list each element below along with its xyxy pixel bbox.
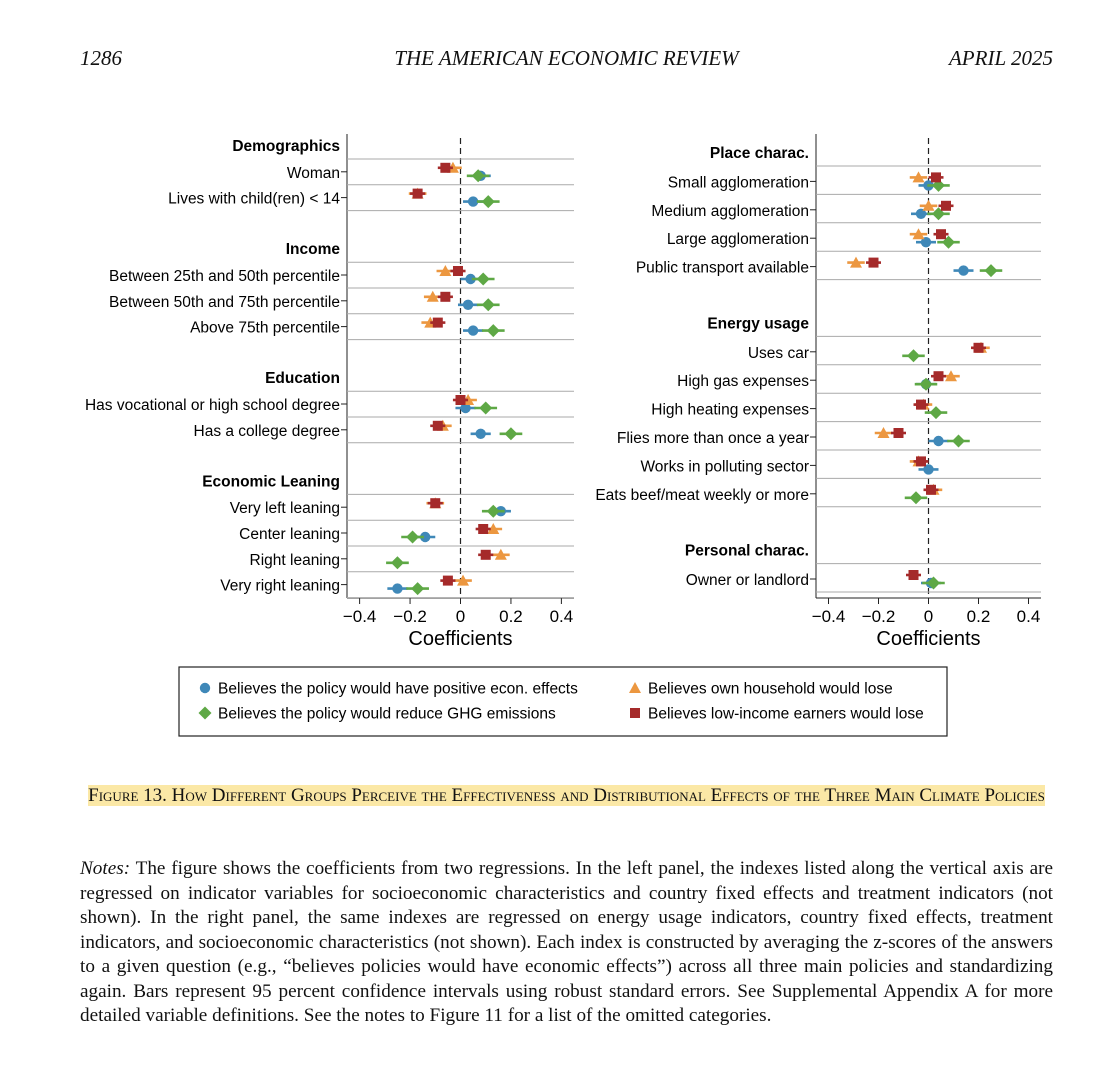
panel1-row-label: Eats beef/meat weekly or more — [595, 486, 809, 504]
panel1-row-label: Small agglomeration — [667, 174, 809, 192]
panel0-row-label: Above 75th percentile — [190, 319, 340, 337]
panel0-point-ghg — [487, 505, 500, 518]
panel1-point-econ — [933, 436, 943, 446]
panel0-group-header: Demographics — [232, 138, 340, 155]
panel0-row-label: Right leaning — [249, 551, 340, 569]
panel0-x-tick-label: −0.4 — [342, 607, 377, 626]
panel0-x-tick-label: 0.4 — [549, 607, 574, 626]
panel1-group-header: Energy usage — [707, 315, 809, 333]
panel0-point-low — [443, 576, 453, 586]
panel1-row-label: Owner or landlord — [685, 572, 809, 589]
legend-box — [179, 667, 947, 736]
panel0-row-label: Between 25th and 50th percentile — [109, 268, 340, 285]
panel1-row-label: Flies more than once a year — [616, 430, 809, 447]
panel1-point-low — [869, 258, 879, 268]
panel0-point-low — [430, 498, 440, 508]
panel1-point-ghg — [907, 349, 920, 362]
panel1-group-header: Place charac. — [709, 145, 809, 162]
panel0-row-label: Has vocational or high school degree — [84, 397, 340, 414]
panel0-point-ghg — [391, 556, 404, 569]
panel0-point-ghg — [411, 582, 424, 595]
panel1-row-label: Uses car — [747, 344, 809, 362]
panel0-point-ghg — [406, 531, 419, 544]
panel1-point-low — [894, 428, 904, 438]
panel0-point-ghg — [482, 195, 495, 208]
panel1-point-low — [916, 400, 926, 410]
panel0-point-low — [440, 163, 450, 173]
panel0-point-ghg — [504, 427, 517, 440]
panel0-point-low — [478, 524, 488, 534]
panel0-point-ghg — [477, 273, 490, 286]
panel0-x-tick-label: 0 — [455, 607, 466, 626]
panel1-point-ghg — [952, 435, 965, 448]
panel1-row-label: Public transport available — [635, 259, 809, 277]
panel1-point-low — [931, 172, 941, 182]
journal-title: THE AMERICAN ECONOMIC REVIEW — [394, 46, 739, 70]
legend-marker-econ — [200, 683, 210, 693]
panel0-point-econ — [392, 583, 402, 593]
figure-13 — [0, 120, 1107, 745]
notes-lead: Notes: — [80, 858, 131, 879]
panel0-group-header: Economic Leaning — [202, 473, 340, 491]
panel1-row-label: Large agglomeration — [666, 231, 809, 249]
panel0-point-ghg — [479, 402, 492, 415]
figure-notes — [80, 857, 1053, 1029]
panel1-point-low — [916, 456, 926, 466]
panel0-row-label: Very right leaning — [220, 577, 340, 595]
panel1-point-ghg — [930, 406, 943, 419]
panel1-row-label: High heating expenses — [651, 401, 809, 419]
panel1-point-low — [909, 570, 919, 580]
issue-date: APRIL 2025 — [948, 46, 1053, 70]
notes-body: The figure shows the coefficients from two regressions. In the left panel, the indexes listed along the vertical axis are regressed on indicator variables for socioeconomic characteristics and country fixed effects and treatment indicators (not shown). In the right panel, the same indexes are regressed on energy usage indicators, country fixed effects, treatment indicators, and socioeconomic characteristics (not shown). Each index is constructed by averaging the z-scores of the answers to a given question (e.g., “believes policies would have economic effects”) across all three main policies and standardizing again. Bars represent 95 percent confidence intervals using robust standard errors. See Supplemental Appendix A for more detailed variable definitions. See the notes to Figure 11 for a list of the omitted categories. — [80, 858, 1053, 1026]
panel0-point-low — [453, 266, 463, 276]
panel0-group-header: Education — [265, 370, 340, 388]
panel0-row-label: Very left leaning — [229, 500, 340, 518]
panel1-point-ghg — [910, 491, 923, 504]
panel0-point-low — [481, 550, 491, 560]
panel0-point-ghg — [487, 324, 500, 337]
panel0-point-low — [433, 421, 443, 431]
page-header — [80, 46, 1053, 74]
panel1-point-low — [926, 485, 936, 495]
panel1-group-header: Personal charac. — [684, 542, 809, 560]
panel0-row-label: Between 50th and 75th percentile — [109, 293, 340, 311]
panel1-point-ghg — [920, 378, 933, 391]
panel0-row-label: Woman — [286, 164, 340, 182]
panel0-point-econ — [475, 429, 485, 439]
panel0-group-header: Income — [285, 241, 340, 259]
panel0-x-tick-label: −0.2 — [393, 607, 427, 626]
figure-caption — [80, 784, 1053, 808]
panel0-point-econ — [468, 196, 478, 206]
page-number: 1286 — [80, 46, 122, 70]
panel0-row-label: Has a college degree — [193, 422, 340, 440]
panel1-point-ghg — [985, 264, 998, 277]
panel1-point-econ — [958, 265, 968, 275]
panel1-x-tick-label: 0 — [923, 607, 934, 626]
panel0-point-econ — [463, 300, 473, 310]
panel1-x-tick-label: 0.4 — [1016, 607, 1041, 626]
panel1-row-label: High gas expenses — [677, 373, 809, 391]
panel0-point-low — [433, 318, 443, 328]
panel1-row-label: Medium agglomeration — [651, 202, 809, 220]
panel1-point-low — [936, 229, 946, 239]
legend-label-ghg: Believes the policy would reduce GHG emissions — [218, 705, 556, 723]
panel0-point-low — [440, 292, 450, 302]
panel0-point-econ — [468, 325, 478, 335]
panel0-row-label: Center leaning — [239, 526, 340, 543]
panel1-point-low — [974, 343, 984, 353]
panel0-point-ghg — [482, 298, 495, 311]
panel1-x-tick-label: 0.2 — [966, 607, 991, 626]
caption-text: Figure 13. How Different Groups Perceive the Effectiveness and Distributional Effects of the Three Main Climate Policies — [88, 785, 1045, 806]
panel1-point-low — [934, 371, 944, 381]
legend-marker-low — [630, 708, 640, 718]
panel0-point-low — [456, 395, 466, 405]
legend-label-own: Believes own household would lose — [648, 680, 893, 698]
panel0-x-axis-title: Coefficients — [408, 628, 513, 650]
panel1-x-tick-label: −0.2 — [861, 607, 896, 626]
panel1-point-low — [941, 201, 951, 211]
panel1-row-label: Works in polluting sector — [640, 458, 809, 476]
panel0-point-low — [413, 189, 423, 199]
legend-label-low: Believes low-income earners would lose — [648, 705, 924, 723]
panel0-x-tick-label: 0.2 — [499, 607, 523, 626]
panel0-row-label: Lives with child(ren) < 14 — [168, 190, 340, 208]
panel1-x-axis-title: Coefficients — [876, 628, 981, 650]
panel1-x-tick-label: −0.4 — [811, 607, 846, 626]
legend-label-econ: Believes the policy would have positive econ. effects — [218, 680, 578, 698]
